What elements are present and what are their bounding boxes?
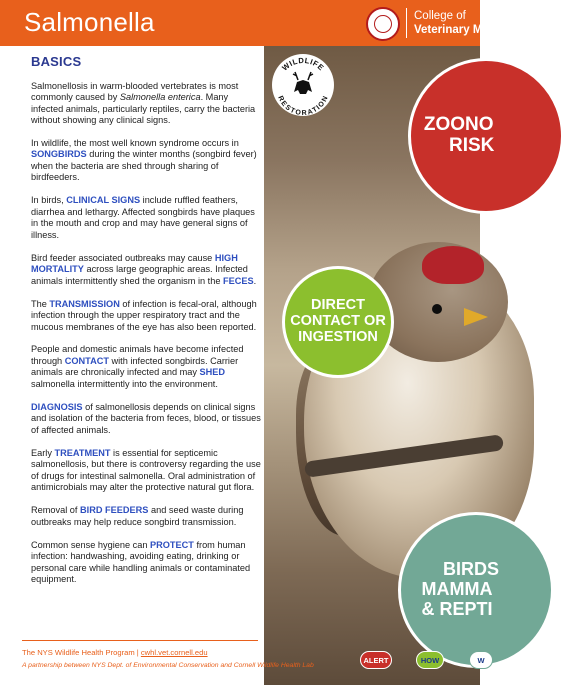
paragraph-diagnosis: DIAGNOSIS of salmonellosis depends on clinical signs and isolation of the bacteria from feces, blood, or tissues of affected animals. — [31, 401, 261, 435]
wildlife-restoration-logo-icon — [270, 52, 336, 118]
page-title: Salmonella — [24, 7, 155, 37]
bird-red-cap — [422, 246, 484, 284]
footer-divider — [22, 640, 258, 641]
footer-url-link[interactable]: cwhl.vet.cornell.edu — [140, 648, 208, 657]
nav-alert-button[interactable]: ALERT — [360, 651, 392, 669]
paragraph-bird-feeders: Removal of BIRD FEEDERS and seed waste during outbreaks may help reduce songbird transmission. — [31, 505, 244, 527]
paragraph-contact: People and domestic animals have become infected through CONTACT with infected songbirds. Carrier animals are chronically infected and may SHED salmonella intermittently into the environment. — [31, 344, 244, 389]
section-heading: BASICS — [31, 54, 82, 69]
birds-mammals-reptiles-badge: BIRDS MAMMA & REPTI — [398, 512, 554, 668]
paragraph-transmission: The TRANSMISSION of infection is fecal-oral, although infection through the upper respiratory tract and the mucous membranes of the eye has also been reported. — [31, 298, 257, 332]
svg-text:RESTORATION: RESTORATION — [276, 94, 330, 118]
page-header — [0, 0, 483, 46]
svg-text:WILDLIFE: WILDLIFE — [280, 55, 326, 73]
paragraph-clinical-signs: In birds, CLINICAL SIGNS include ruffled feathers, diarrhea and lethargy. Affected songbirds have plaques in the mouth and crop and may have general signs of illness. — [31, 195, 255, 240]
paragraph-treatment: Early TREATMENT is essential for septicemic salmonellosis, but there is controversy regarding the use of drugs for intestinal salmonella. Oral administration of antimicrobials may alter the protective natural gut flora. — [31, 447, 261, 493]
college-line-2: Veterinary M — [414, 24, 483, 36]
footer-program: The NYS Wildlife Health Program | cwhl.vet.cornell.edu — [22, 648, 208, 657]
bird-eye — [432, 304, 442, 314]
footer-partnership: A partnership between NYS Dept. of Environmental Conservation and Cornell Wildlife Health Lab — [22, 662, 314, 669]
paragraph-intro: Salmonellosis in warm-blooded vertebrates is most commonly caused by Salmonella enterica. Many infected animals, particularly reptiles, carry the bacteria without showing any clinical signs. — [31, 80, 256, 125]
paragraph-protect: Common sense hygiene can PROTECT from human infection: handwashing, avoiding eating, drinking or personal care while handling animals or contaminated equipment. — [31, 539, 251, 585]
direct-contact-badge: DIRECT CONTACT OR INGESTION — [282, 266, 394, 378]
cornell-seal-icon — [366, 7, 400, 41]
basics-section — [31, 56, 261, 597]
zoonotic-risk-badge: ZOONO RISK — [408, 58, 564, 214]
header-divider — [406, 8, 407, 38]
nav-w-button[interactable]: W — [469, 651, 493, 669]
college-line-1: College of — [414, 10, 466, 22]
nav-how-button[interactable]: HOW — [416, 651, 444, 669]
paragraph-mortality: Bird feeder associated outbreaks may cause HIGH MORTALITY across large geographic areas. Infected animals intermittently shed the organism in the FECES. — [31, 252, 257, 286]
paragraph-songbirds: In wildlife, the most well known syndrome occurs in SONGBIRDS during the winter months (songbird fever) when the bacteria are shed through sharing of birdfeeders. — [31, 137, 257, 183]
